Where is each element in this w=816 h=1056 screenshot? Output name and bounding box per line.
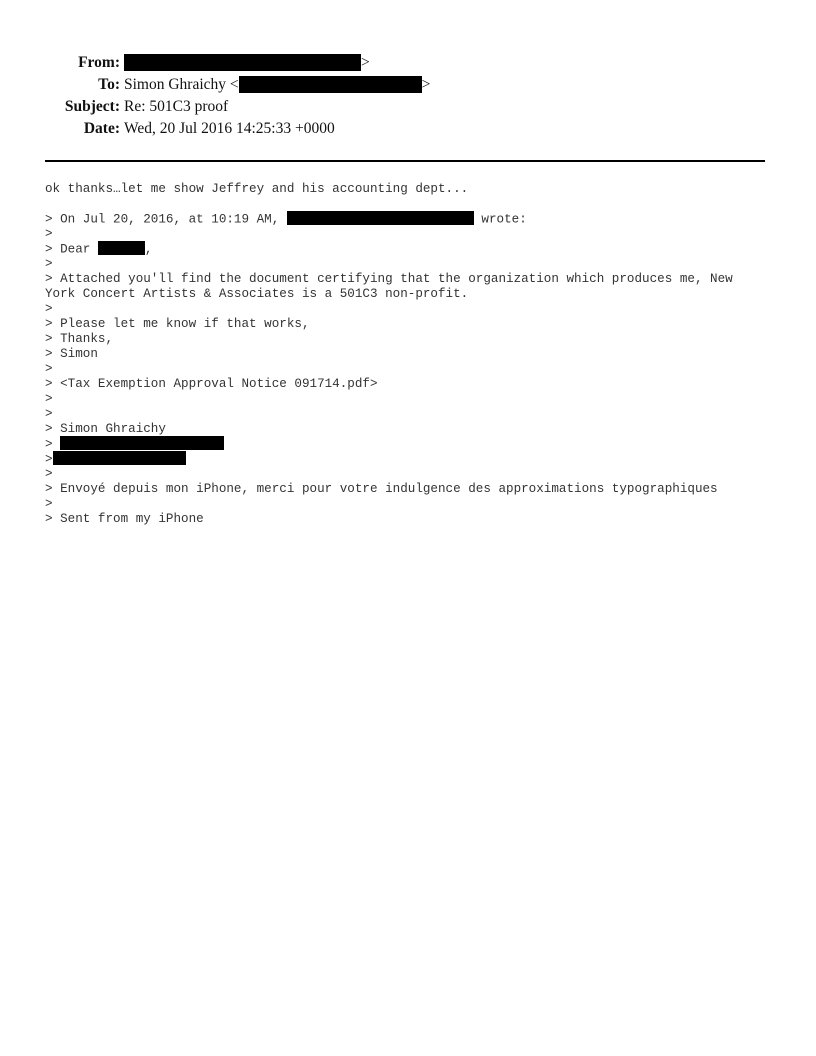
reply-line: ok thanks…let me show Jeffrey and his accounting dept...: [45, 182, 469, 196]
date-label: Date:: [83, 120, 120, 137]
sent-line: > Sent from my iPhone: [45, 512, 204, 526]
redacted-sender: [287, 211, 474, 225]
to-name: Simon Ghraichy <: [124, 76, 239, 93]
quote-blank-line: >: [45, 257, 53, 271]
quote-blank-line: >: [45, 302, 53, 316]
signature-line-2-prefix: >: [45, 452, 53, 467]
subject-label: Subject:: [64, 98, 120, 115]
from-suffix: >: [361, 54, 370, 71]
dear-line: [45, 242, 775, 257]
to-row: [0, 74, 816, 96]
email-header: [0, 52, 816, 140]
quote-blank-line: >: [45, 392, 53, 406]
quote-blank-line: >: [45, 497, 53, 511]
thanks-line: > Thanks,: [45, 332, 114, 346]
signature-name-line: > Simon Ghraichy: [45, 422, 166, 436]
attached-line-1: > Attached you'll find the document certifying that the organization which produces me, New: [45, 272, 733, 286]
attached-line-2: York Concert Artists & Associates is a 501C3 non-profit.: [45, 287, 469, 301]
from-label: From:: [78, 54, 120, 71]
quote-blank-line: >: [45, 407, 53, 421]
from-row: [0, 52, 816, 74]
subject-value: Re: 501C3 proof: [124, 98, 229, 115]
dear-suffix: ,: [144, 242, 153, 257]
signature-line-1-prefix: >: [45, 437, 61, 452]
redacted-signature-1: [60, 436, 224, 450]
quote-on-prefix: > On Jul 20, 2016, at 10:19 AM,: [45, 212, 287, 227]
envoye-line: > Envoyé depuis mon iPhone, merci pour votre indulgence des approximations typographiques: [45, 482, 718, 496]
to-suffix: >: [421, 76, 431, 93]
to-value: [120, 76, 430, 93]
quote-blank-line: >: [45, 467, 53, 481]
blank-line: [45, 197, 775, 212]
quote-blank-line: >: [45, 227, 53, 241]
redacted-recipient-name: [98, 241, 145, 255]
date-row: [0, 118, 816, 140]
signature-line-1: [45, 437, 775, 452]
header-divider: [45, 160, 765, 162]
please-line: > Please let me know if that works,: [45, 317, 310, 331]
attachment-line: > <Tax Exemption Approval Notice 091714.pdf>: [45, 377, 378, 391]
quote-on-suffix: wrote:: [473, 212, 527, 227]
dear-prefix: > Dear: [45, 242, 98, 257]
subject-row: [0, 96, 816, 118]
to-label: To:: [98, 76, 120, 93]
redacted-to-address: [239, 76, 422, 93]
from-value: [120, 54, 370, 71]
quote-header-line: [45, 212, 775, 227]
redacted-signature-2: [53, 451, 186, 465]
quote-blank-line: >: [45, 362, 53, 376]
simon-line: > Simon: [45, 347, 98, 361]
date-value: Wed, 20 Jul 2016 14:25:33 +0000: [124, 120, 335, 137]
signature-line-2: [45, 452, 775, 467]
email-body: [45, 182, 775, 527]
redacted-from-address: [124, 54, 361, 71]
